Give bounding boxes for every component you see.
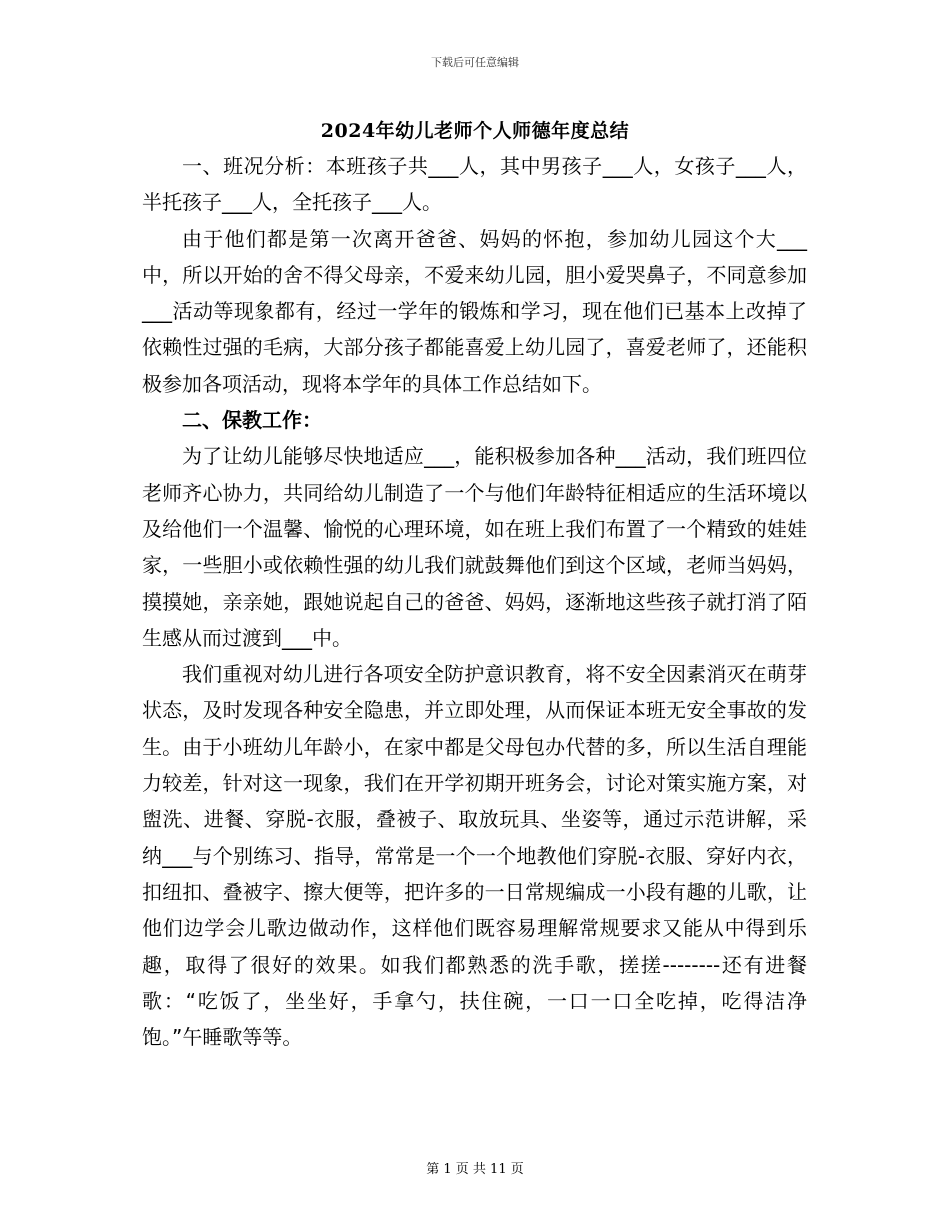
document-body [142, 148, 807, 1055]
paragraph-adaptation: 为了让幼儿能够尽快地适应___，能积极参加各种___活动，我们班四位老师齐心协力，共同给幼儿制造了一个与他们年龄特征相适应的生活环境以及给他们一个温馨、愉悦的心理环境，如在班上我们布置了一个精致的娃娃家，一些胆小或依赖性强的幼儿我们就鼓舞他们到这个区域，老师当妈妈，摸摸她，亲亲她，跟她说起自己的爸爸、妈妈，逐渐地这些孩子就打消了陌生感从而过渡到___中。 [142, 444, 807, 650]
page-footer: 第 1 页 共 11 页 [426, 1162, 524, 1177]
section-heading-care-education: 二、保教工作： [182, 408, 322, 433]
page-header-note: 下载后可任意编辑 [431, 56, 519, 69]
paragraph-intro: 由于他们都是第一次离开爸爸、妈妈的怀抱，参加幼儿园这个大___中，所以开始的舍不得父母亲，不爱来幼儿园，胆小爱哭鼻子，不同意参加___活动等现象都有，经过一学年的锻炼和学习，现在他们已基本上改掉了依赖性过强的毛病，大部分孩子都能喜爱上幼儿园了，喜爱老师了，还能积极参加各项活动，现将本学年的具体工作总结如下。 [142, 226, 807, 396]
document-title: 2024年幼儿老师个人师德年度总结 [320, 120, 630, 142]
paragraph-safety: 我们重视对幼儿进行各项安全防护意识教育，将不安全因素消灭在萌芽状态，及时发现各种安全隐患，并立即处理，从而保证本班无安全事故的发生。由于小班幼儿年龄小，在家中都是父母包办代替的多，所以生活自理能力较差，针对这一现象，我们在开学初期开班务会，讨论对策实施方案，对盥洗、进餐、穿脱-衣服，叠被子、取放玩具、坐姿等，通过示范讲解，采纳___与个别练习、指导，常常是一个一个地教他们穿脱-衣服、穿好内衣，扣纽扣、叠被字、擦大便等，把许多的一日常规编成一小段有趣的儿歌，让他们边学会儿歌边做动作，这样他们既容易理解常规要求又能从中得到乐趣，取得了很好的效果。如我们都熟悉的洗手歌，搓搓--------还有进餐歌：“吃饭了，坐坐好，手拿勺，扶住碗，一口一口全吃掉，吃得洁净饱。”午睡歌等等。 [142, 662, 807, 1050]
paragraph-class-analysis: 一、班况分析：本班孩子共___人，其中男孩子___人，女孩子___人，半托孩子___人，全托孩子___人。 [142, 154, 807, 215]
